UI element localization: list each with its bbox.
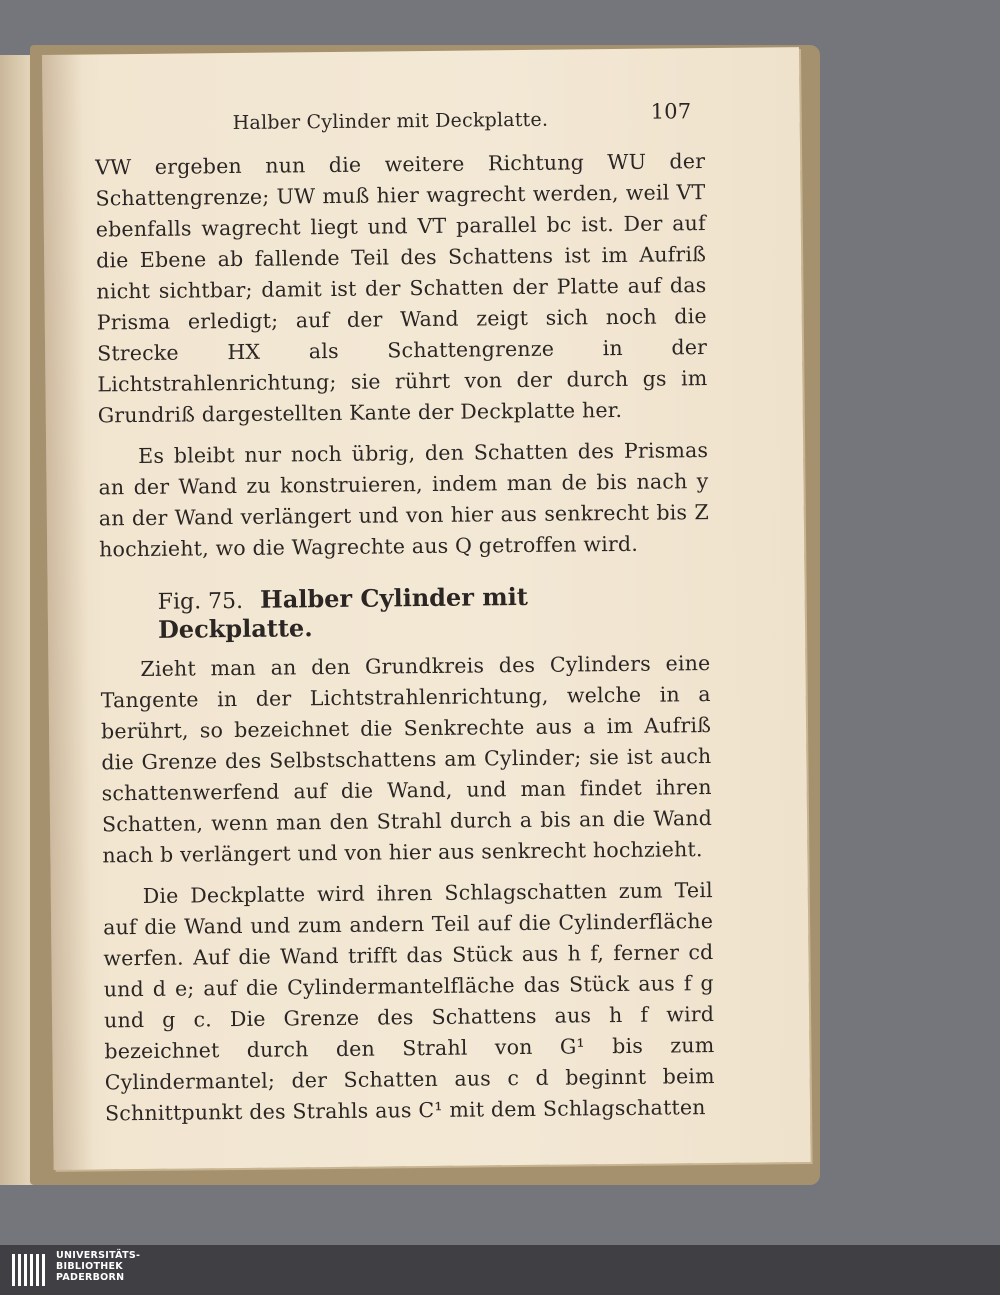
library-name-line-3: PADERBORN — [56, 1272, 125, 1283]
paragraph-2: Es bleibt nur noch übrig, den Schatten des Prismas an der Wand zu konstruieren, indem man de bis nach y an der Wand verlängert und von hier aus senkrecht bis Z hochzieht, wo die Wagrechte aus Q getroffen wird. — [98, 438, 709, 562]
library-name-line-2: BIBLIOTHEK — [56, 1261, 123, 1272]
paragraph-block-bottom — [100, 648, 715, 1129]
figure-heading — [158, 580, 679, 643]
paragraph-block-top — [95, 146, 709, 565]
library-logo-icon — [10, 1250, 50, 1290]
paragraph-4: Die Deckplatte wird ihren Schlagschatten zum Teil auf die Wand und zum andern Teil auf die Cylinderfläche werfen. Auf die Wand trifft das Stück aus h f, ferner cd und d e; auf die Cylindermantelfläche das Stück aus f g und g c. Die Grenze des Schattens aus h f wird bezeichnet durch den Strahl von G¹ bis zum Cylindermantel; der Schatten aus c d beginnt beim Schnittpunkt des Strahls aus C¹ mit dem Schlagschatten — [103, 878, 715, 1126]
page-number: 107 — [650, 99, 692, 124]
running-head: Halber Cylinder mit Deckplatte. — [232, 108, 549, 135]
book-page — [42, 47, 811, 1170]
library-name-line-1: UNIVERSITÄTS- — [56, 1250, 141, 1261]
figure-label: Fig. 75. — [157, 588, 244, 615]
library-name — [56, 1250, 140, 1283]
paragraph-3: Zieht man an den Grundkreis des Cylinders eine Tangente in der Lichtstrahlenrichtung, welche in a berührt, so bezeichnet die Senkrechte aus a im Aufriß die Grenze des Selbstschattens am Cylinder; sie ist auch schattenwerfend auf die Wand, und man findet ihren Schatten, wenn man den Strahl durch a bis an die Wand nach b verlängert und von hier aus senkrecht hochzieht. — [100, 651, 713, 868]
figure-title: Halber Cylinder mit Deckplatte. — [157, 581, 528, 644]
library-footer — [0, 1245, 1000, 1295]
paragraph-1: VW ergeben nun die weitere Richtung WU der Schattengrenze; UW muß hier wagrecht werden, weil VT ebenfalls wagrecht liegt und VT parallel bc ist. Der auf die Ebene ab fallende Teil des Schattens ist im Aufriß nicht sichtbar; damit ist der Schatten der Platte auf das Prisma erledigt; auf der Wand zeigt sich noch die Strecke HX als Schattengrenze in der Lichtstrahlenrichtung; sie rührt von der durch gs im Grundriß dargestellten Kante der Deckplatte her. — [95, 149, 708, 428]
